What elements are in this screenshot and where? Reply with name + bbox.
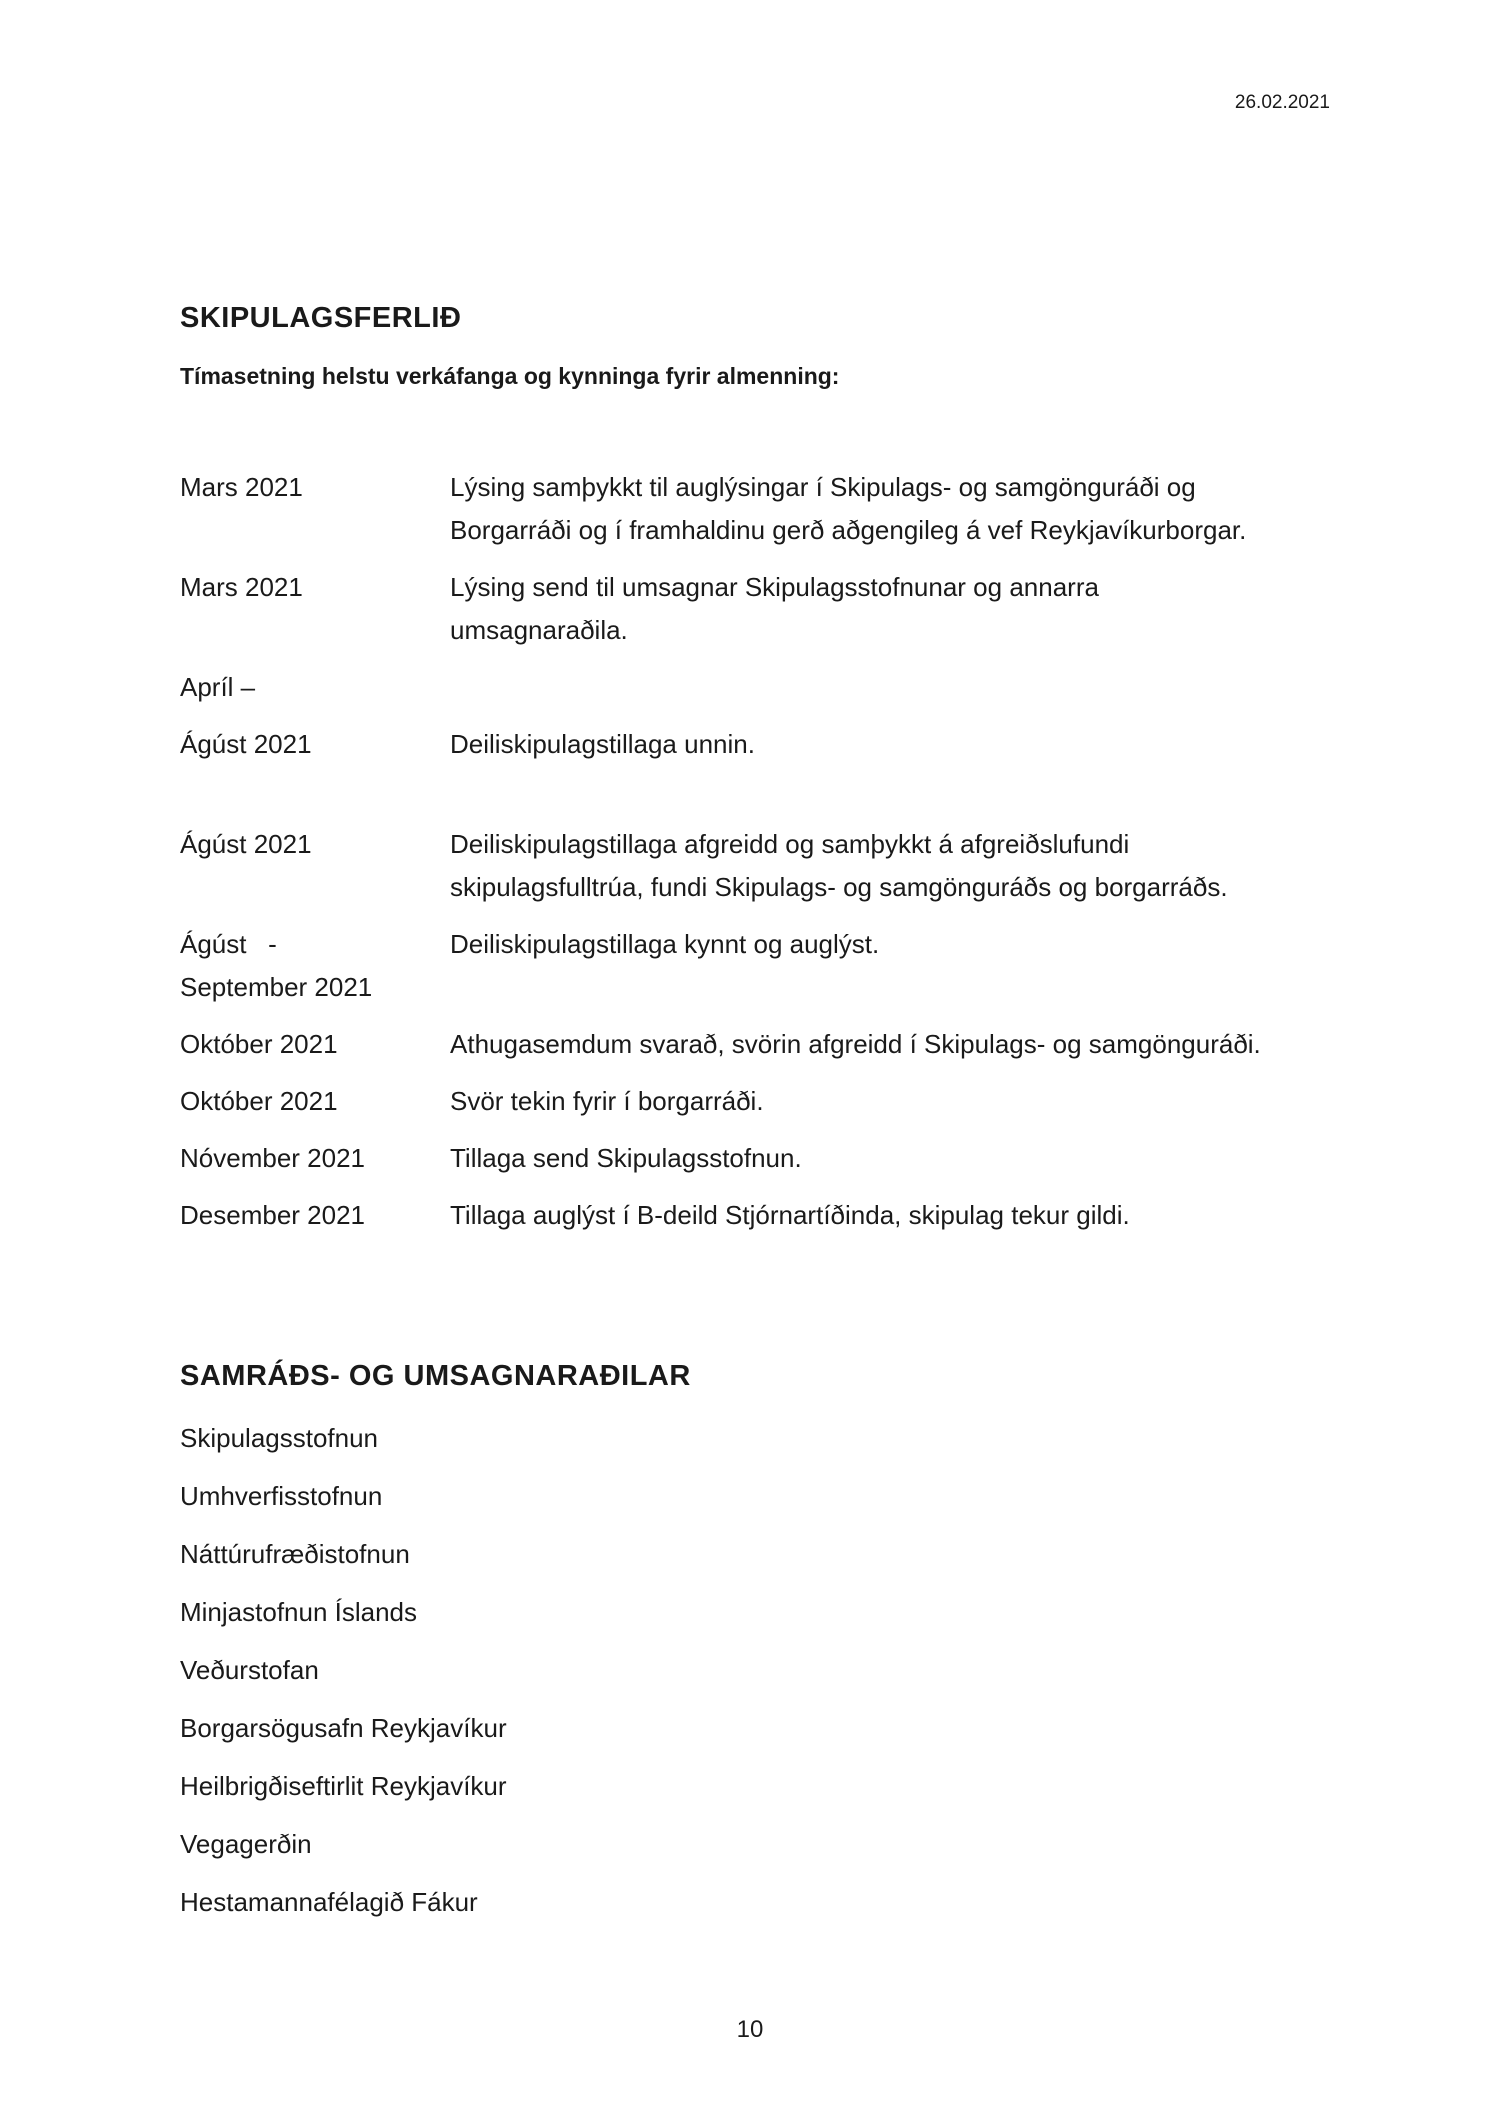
section-title-samradsadilar: SAMRÁÐS- OG UMSAGNARAÐILAR xyxy=(180,1360,691,1392)
schedule-row xyxy=(180,666,1330,709)
list-item: Heilbrigðiseftirlit Reykjavíkur xyxy=(180,1771,507,1801)
list-item: Umhverfisstofnun xyxy=(180,1481,383,1511)
header-date: 26.02.2021 xyxy=(1234,92,1330,113)
schedule-table xyxy=(180,466,1330,1237)
schedule-date: Október 2021 xyxy=(180,1086,338,1116)
schedule-row xyxy=(180,1137,1330,1180)
schedule-text: Deiliskipulagstillaga unnin. xyxy=(450,729,755,759)
schedule-row xyxy=(180,723,1330,766)
schedule-text: Tillaga send Skipulagsstofnun. xyxy=(450,1143,802,1173)
page-number: 10 xyxy=(736,2016,764,2043)
schedule-text: Lýsing samþykkt til auglýsingar í Skipulags- og samgönguráði og Borgarráði og í framhaldinu gerð aðgengileg á vef Reykjavíkurborgar. xyxy=(450,472,1247,545)
section-subtitle: Tímasetning helstu verkáfanga og kynninga fyrir almenning: xyxy=(180,363,840,389)
schedule-row xyxy=(180,923,1330,1009)
list-item: Minjastofnun Íslands xyxy=(180,1597,418,1627)
schedule-date: Ágúst 2021 xyxy=(180,729,312,759)
list-item: Borgarsögusafn Reykjavíkur xyxy=(180,1713,507,1743)
schedule-date: Nóvember 2021 xyxy=(180,1143,365,1173)
schedule-date: Október 2021 xyxy=(180,1029,338,1059)
list-item: Hestamannafélagið Fákur xyxy=(180,1887,478,1917)
schedule-text: Lýsing send til umsagnar Skipulagsstofnunar og annarra umsagnaraðila. xyxy=(450,572,1099,645)
schedule-text: Athugasemdum svarað, svörin afgreidd í Skipulags- og samgönguráði. xyxy=(450,1029,1261,1059)
list-item: Skipulagsstofnun xyxy=(180,1423,379,1453)
schedule-date: Mars 2021 xyxy=(180,572,303,602)
consultee-list xyxy=(180,1418,507,1940)
schedule-date: Desember 2021 xyxy=(180,1200,365,1230)
schedule-row xyxy=(180,1194,1330,1237)
schedule-text: Deiliskipulagstillaga kynnt og auglýst. xyxy=(450,929,880,959)
schedule-date: Ágúst - September 2021 xyxy=(180,929,373,1002)
schedule-date: Apríl – xyxy=(180,672,256,702)
schedule-row xyxy=(180,1023,1330,1066)
schedule-row xyxy=(180,823,1330,909)
schedule-row xyxy=(180,566,1330,652)
list-item: Veðurstofan xyxy=(180,1655,319,1685)
schedule-row xyxy=(180,466,1330,552)
schedule-row xyxy=(180,1080,1330,1123)
schedule-text: Deiliskipulagstillaga afgreidd og samþykkt á afgreiðslufundi skipulagsfulltrúa, fundi Skipulags- og samgönguráðs og borgarráðs. xyxy=(450,829,1228,902)
schedule-text: Tillaga auglýst í B-deild Stjórnartíðinda, skipulag tekur gildi. xyxy=(450,1200,1130,1230)
schedule-text: Svör tekin fyrir í borgarráði. xyxy=(450,1086,764,1116)
schedule-date: Ágúst 2021 xyxy=(180,829,312,859)
list-item: Náttúrufræðistofnun xyxy=(180,1539,410,1569)
list-item: Vegagerðin xyxy=(180,1829,312,1859)
schedule-date: Mars 2021 xyxy=(180,472,303,502)
section-title-skipulagsferlid: SKIPULAGSFERLIÐ xyxy=(180,302,462,334)
schedule-text xyxy=(450,666,1330,709)
